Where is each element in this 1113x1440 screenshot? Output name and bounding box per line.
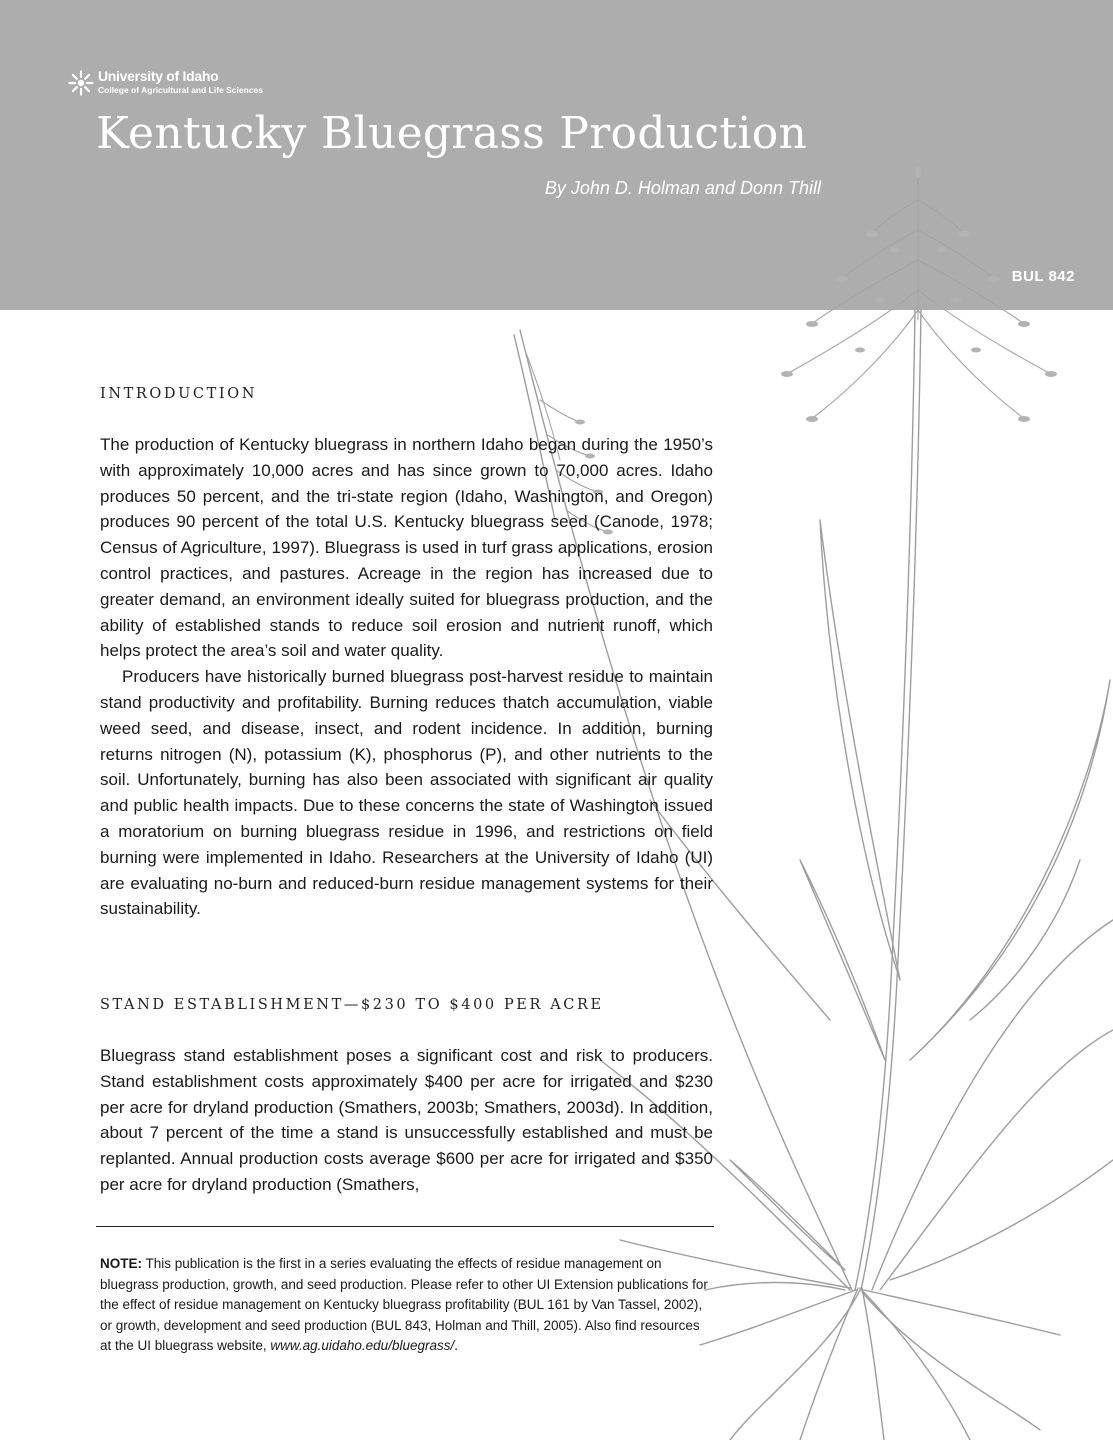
- footnote: [100, 1254, 713, 1357]
- stand-establishment-body: [100, 1043, 713, 1198]
- logo-university-name: University of Idaho: [98, 68, 219, 84]
- introduction-paragraph-2: Producers have historically burned bluegrass post-harvest residue to maintain stand productivity and profitability. Burning reduces thatch accumulation, viable weed seed, and disease, insect, and rodent incidence. In addition, burning returns nitrogen (N), potassium (K), phosphorus (P), and other nutrients to the soil. Unfortunately, burning has also been associated with significant air quality and public health impacts. Due to these concerns the state of Washington issued a moratorium on burning bluegrass residue in 1996, and restrictions on field burning were implemented in Idaho. Researchers at the University of Idaho (UI) are evaluating no-burn and reduced-burn residue management systems for their sustainability.: [100, 667, 713, 919]
- logo-college-name: College of Agricultural and Life Sciences: [98, 85, 263, 95]
- footnote-label: NOTE:: [100, 1256, 142, 1271]
- author-byline: By John D. Holman and Donn Thill: [544, 178, 821, 198]
- bulletin-number: BUL 842: [1011, 268, 1075, 285]
- footnote-text: This publication is the first in a series evaluating the effects of residue management on bluegrass production, growth, and seed production. Please refer to other UI Extension publications for the effect of residue management on Kentucky bluegrass profitability (BUL 161 by Van Tassel, 2002), or growth, development and seed production (BUL 843, Holman and Thill, 2005). Also find resources at the UI bluegrass website,: [100, 1256, 708, 1353]
- footnote-end: .: [454, 1338, 458, 1353]
- introduction-paragraph-1: The production of Kentucky bluegrass in northern Idaho began during the 1950’s with approximately 10,000 acres and has since grown to 70,000 acres. Idaho produces 50 percent, and the tri-state region (Idaho, Washington, and Oregon) produces 90 percent of the total U.S. Kentucky bluegrass seed (Canode, 1978; Census of Agriculture, 1997). Bluegrass is used in turf grass applications, erosion control practices, and pastures. Acreage in the region has increased due to greater demand, an environment ideally suited for bluegrass production, and the ability of established stands to reduce soil erosion and nutrient runoff, which helps protect the area’s soil and water quality.: [100, 435, 713, 661]
- stand-establishment-heading: STAND ESTABLISHMENT—$230 TO $400 PER ACRE: [100, 997, 604, 1013]
- stand-establishment-paragraph-1: Bluegrass stand establishment poses a significant cost and risk to producers. Stand establishment costs approximately $400 per acre for irrigated and $230 per acre for dryland production (Smathers, 2003b; Smathers, 2003d). In addition, about 7 percent of the time a stand is unsuccessfully established and must be replanted. Annual production costs average $600 per acre for irrigated and $350 per acre for dryland production (Smathers,: [100, 1046, 713, 1194]
- university-logo[interactable]: [68, 68, 308, 102]
- document-title: Kentucky Bluegrass Production: [96, 108, 808, 159]
- bluegrass-website-link[interactable]: www.ag.uidaho.edu/bluegrass/: [270, 1338, 455, 1353]
- introduction-heading: INTRODUCTION: [100, 386, 258, 402]
- introduction-body: [100, 432, 713, 922]
- footnote-divider: [96, 1226, 714, 1227]
- university-seal-icon: [68, 70, 94, 96]
